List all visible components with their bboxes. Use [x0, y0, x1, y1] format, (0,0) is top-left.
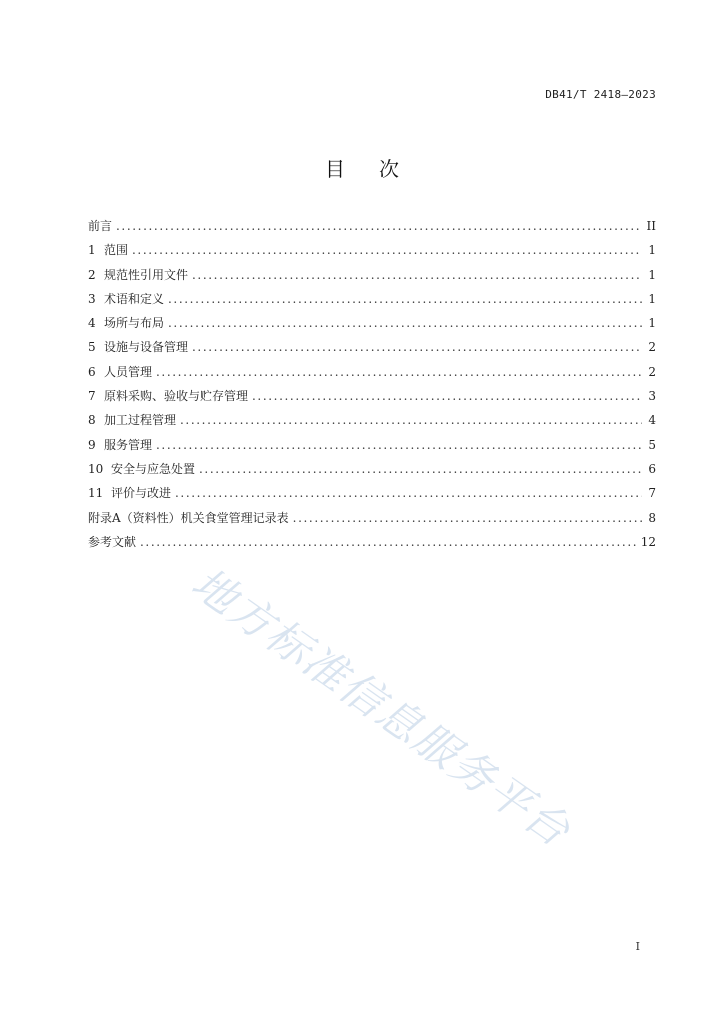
toc-entry-3[interactable]	[88, 291, 656, 315]
toc-entry-10[interactable]	[88, 461, 656, 485]
toc-entry-number: 3	[88, 291, 96, 306]
toc-entry-label: 服务管理	[104, 437, 153, 452]
toc-entry-number: 1	[88, 243, 96, 258]
toc-entry-label: 人员管理	[104, 364, 153, 379]
toc-entry-page: 1	[648, 291, 656, 306]
toc-entry-label: 规范性引用文件	[104, 267, 189, 282]
toc-entry-page: 1	[648, 316, 656, 331]
toc-leader-dots	[192, 267, 642, 283]
toc-leader-dots	[192, 339, 642, 355]
toc-entry-number: 5	[88, 340, 96, 355]
toc-entry-page: 2	[648, 340, 656, 355]
toc-leader-dots	[156, 437, 642, 453]
page-number: I	[635, 940, 640, 953]
toc-entry-label: 附录A（资料性）机关食堂管理记录表	[88, 510, 289, 525]
toc-entry-preface[interactable]	[88, 218, 656, 242]
toc-entry-page: 2	[648, 364, 656, 379]
toc-entry-number: 11	[88, 486, 104, 501]
toc-entry-number: 8	[88, 413, 96, 428]
toc-entry-11[interactable]	[88, 485, 656, 509]
toc-entry-label: 原料采购、验收与贮存管理	[104, 389, 249, 404]
toc-entry-appendix-a[interactable]	[88, 510, 656, 534]
toc-leader-dots	[199, 461, 642, 477]
toc-entry-page: 1	[648, 267, 656, 282]
toc-leader-dots	[140, 534, 637, 550]
document-code: DB41/T 2418—2023	[545, 88, 656, 101]
toc-entry-number: 9	[88, 437, 96, 452]
toc-entry-6[interactable]	[88, 364, 656, 388]
toc-entry-number: 4	[88, 316, 96, 331]
toc-title-right: 次	[379, 157, 399, 181]
toc-entry-label: 设施与设备管理	[104, 340, 189, 355]
toc-leader-dots	[168, 315, 642, 331]
table-of-contents	[88, 218, 656, 558]
toc-entry-label: 前言	[88, 219, 113, 233]
toc-entry-number: 7	[88, 389, 96, 404]
toc-entry-2[interactable]	[88, 267, 656, 291]
toc-entry-label: 术语和定义	[104, 291, 165, 306]
toc-entry-page: 4	[648, 413, 656, 428]
toc-entry-label: 参考文献	[88, 534, 137, 549]
toc-leader-dots	[293, 510, 642, 526]
toc-entry-label: 范围	[104, 243, 129, 258]
toc-title	[0, 153, 724, 182]
toc-entry-page: II	[646, 219, 656, 233]
toc-entry-label: 安全与应急处置	[111, 461, 196, 476]
toc-leader-dots	[168, 291, 642, 307]
watermark: 地方标准信息服务平台	[182, 558, 580, 858]
toc-entry-4[interactable]	[88, 315, 656, 339]
toc-entry-page: 5	[648, 437, 656, 452]
toc-entry-1[interactable]	[88, 242, 656, 266]
toc-entry-5[interactable]	[88, 339, 656, 363]
toc-entry-9[interactable]	[88, 437, 656, 461]
toc-entry-label: 场所与布局	[104, 316, 165, 331]
toc-entry-7[interactable]	[88, 388, 656, 412]
toc-entry-page: 7	[648, 486, 656, 501]
toc-leader-dots	[156, 364, 642, 380]
toc-entry-page: 8	[648, 510, 656, 525]
toc-entry-number: 2	[88, 267, 96, 282]
toc-entry-label: 加工过程管理	[104, 413, 177, 428]
toc-entry-page: 1	[648, 243, 656, 258]
toc-entry-page: 6	[648, 461, 656, 476]
toc-entry-references[interactable]	[88, 534, 656, 558]
toc-entry-8[interactable]	[88, 412, 656, 436]
toc-entry-page: 12	[640, 534, 656, 549]
toc-leader-dots	[132, 242, 642, 258]
toc-leader-dots	[175, 485, 642, 501]
toc-entry-number: 10	[88, 461, 104, 476]
toc-title-left: 目	[325, 157, 345, 181]
toc-leader-dots	[252, 388, 642, 404]
toc-entry-label: 评价与改进	[111, 486, 172, 501]
toc-entry-page: 3	[648, 389, 656, 404]
toc-entry-number: 6	[88, 364, 96, 379]
toc-leader-dots	[116, 218, 642, 234]
toc-leader-dots	[180, 412, 642, 428]
